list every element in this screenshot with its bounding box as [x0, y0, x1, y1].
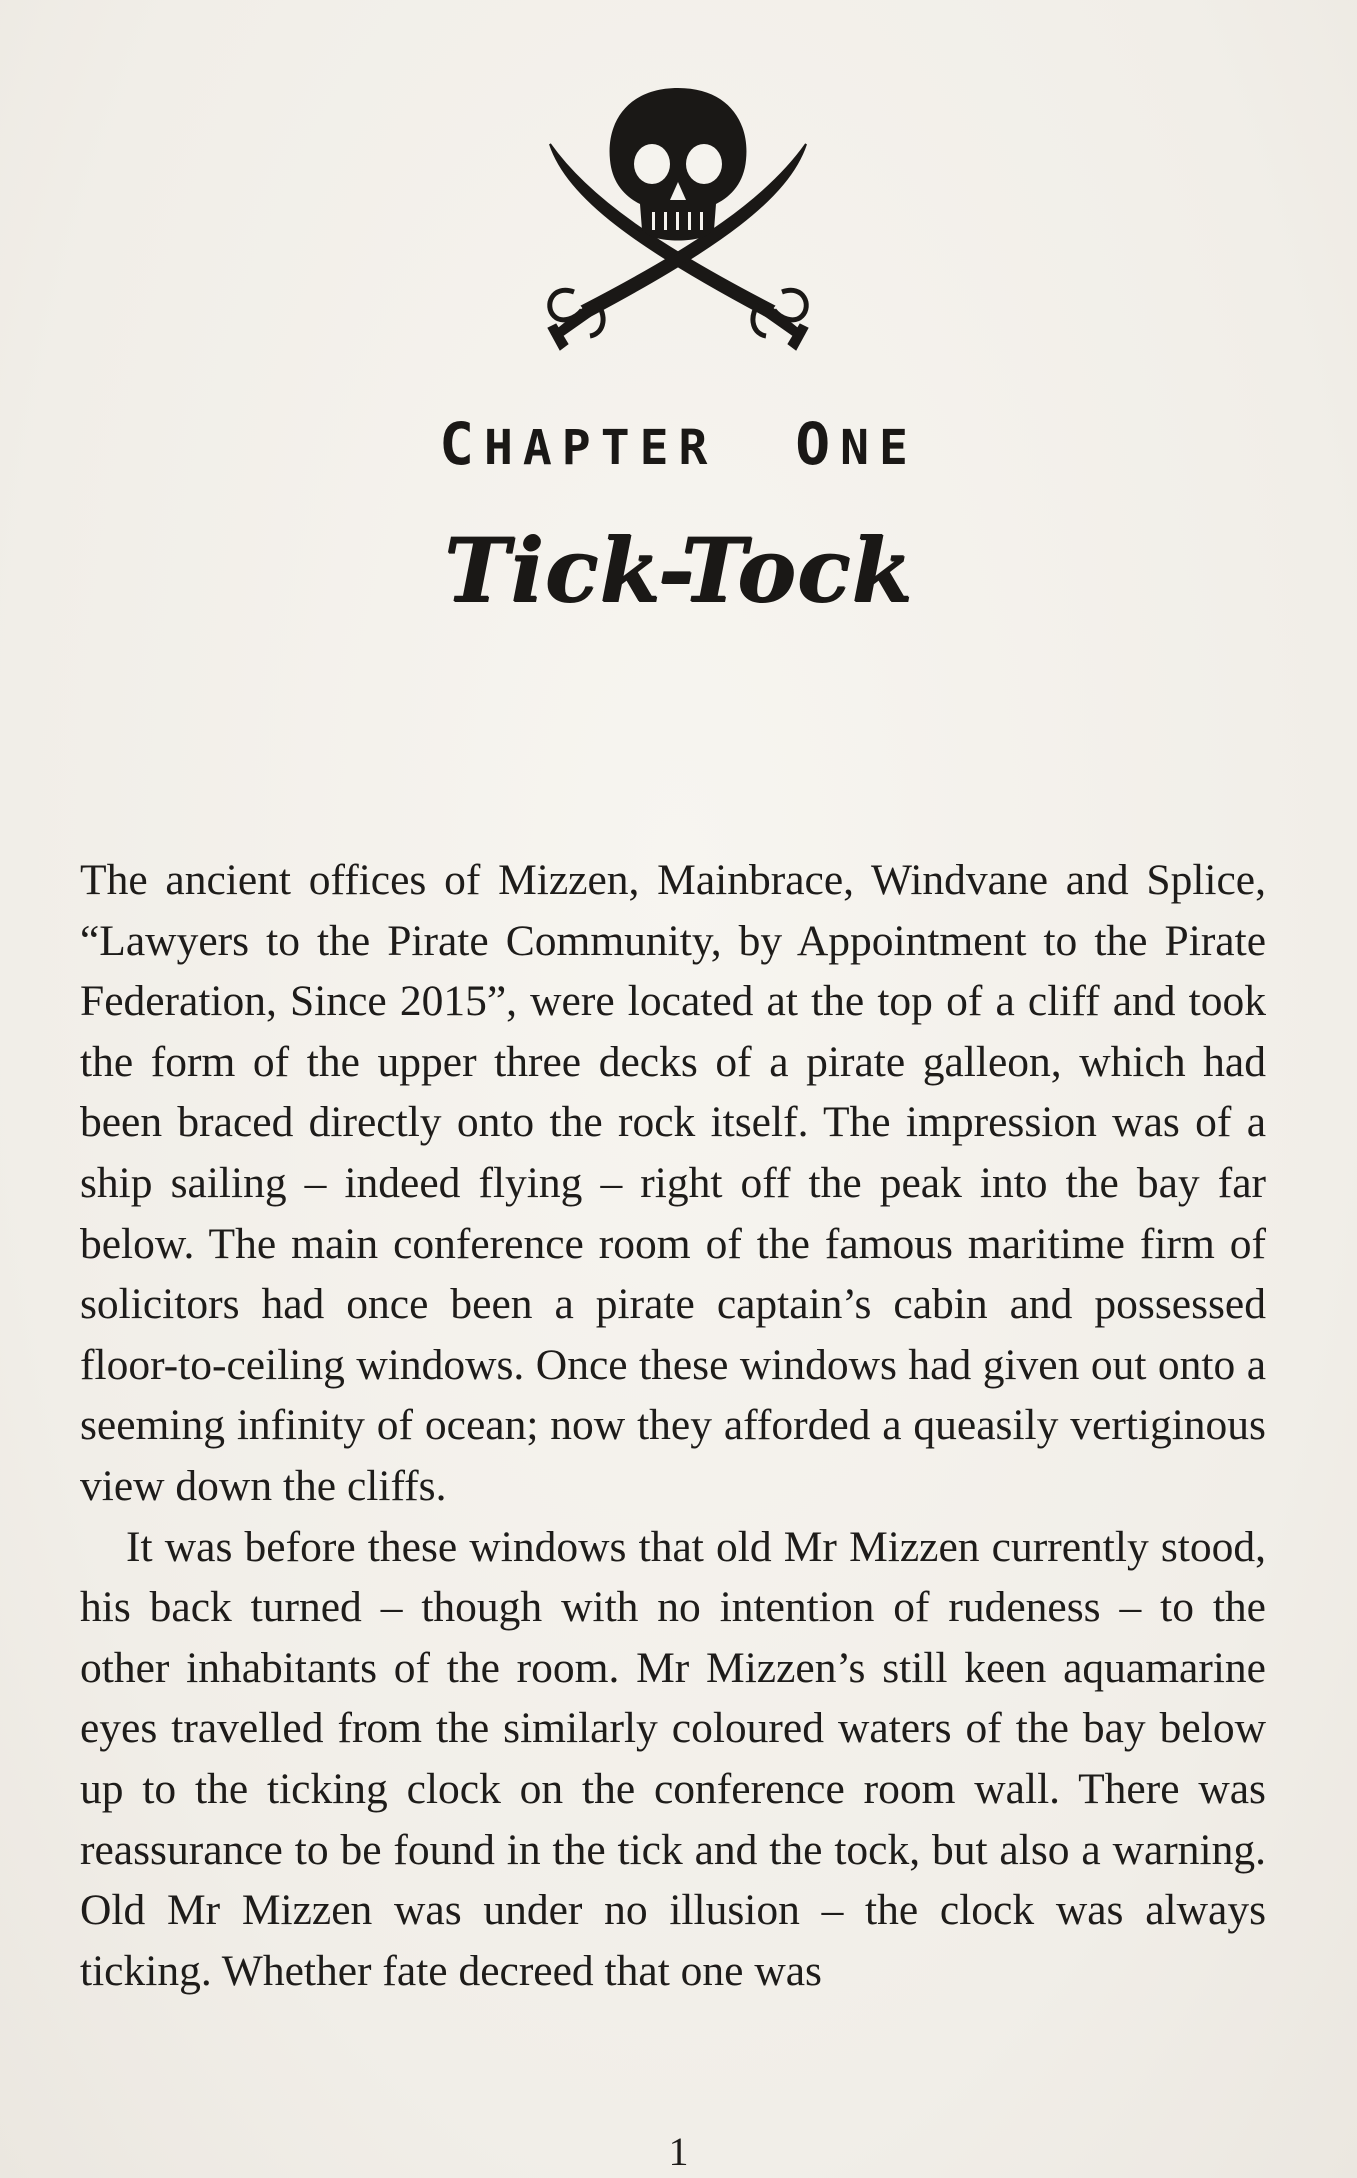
paragraph-1: The ancient offices of Mizzen, Mainbrace, Windvane and Splice, “Lawyers to the Pirate Community, by Appointment to the Pirate Federation, Since 2015”, were located at the top of a cliff and took the form of the upper three decks of a pirate galleon, which had been braced directly onto the rock itself. The impression was of a ship sailing – indeed flying – right off the peak into the bay far below. The main conference room of the famous maritime firm of solicitors had once been a pirate captain’s cabin and possessed floor-to-ceiling windows. Once these windows had given out onto a seeming infinity of ocean; now they afforded a queasily vertiginous view down the cliffs.: [80, 856, 1266, 1510]
page-number: 1: [668, 2129, 689, 2174]
chapter-word-initial: C: [439, 410, 484, 478]
body-text: [80, 850, 1266, 2001]
chapter-number-initial: O: [795, 410, 841, 478]
skull-crossed-swords-icon: [528, 78, 828, 358]
paragraph-2: It was before these windows that old Mr Mizzen currently stood, his back turned – though with no intention of rudeness – to the other inhabitants of the room. Mr Mizzen’s still keen aquamarine eyes travelled from the similarly coloured waters of the bay below up to the ticking clock on the conference room wall. There was reassurance to be found in the tick and the tock, but also a warning. Old Mr Mizzen was under no illusion – the clock was always ticking. Whether fate decreed that one was: [80, 1522, 1266, 1995]
chapter-title: Tick-Tock: [443, 518, 914, 622]
chapter-label: [0, 410, 1357, 478]
chapter-number-rest: NE: [840, 420, 918, 476]
chapter-word-rest: HAPTER: [484, 420, 718, 476]
